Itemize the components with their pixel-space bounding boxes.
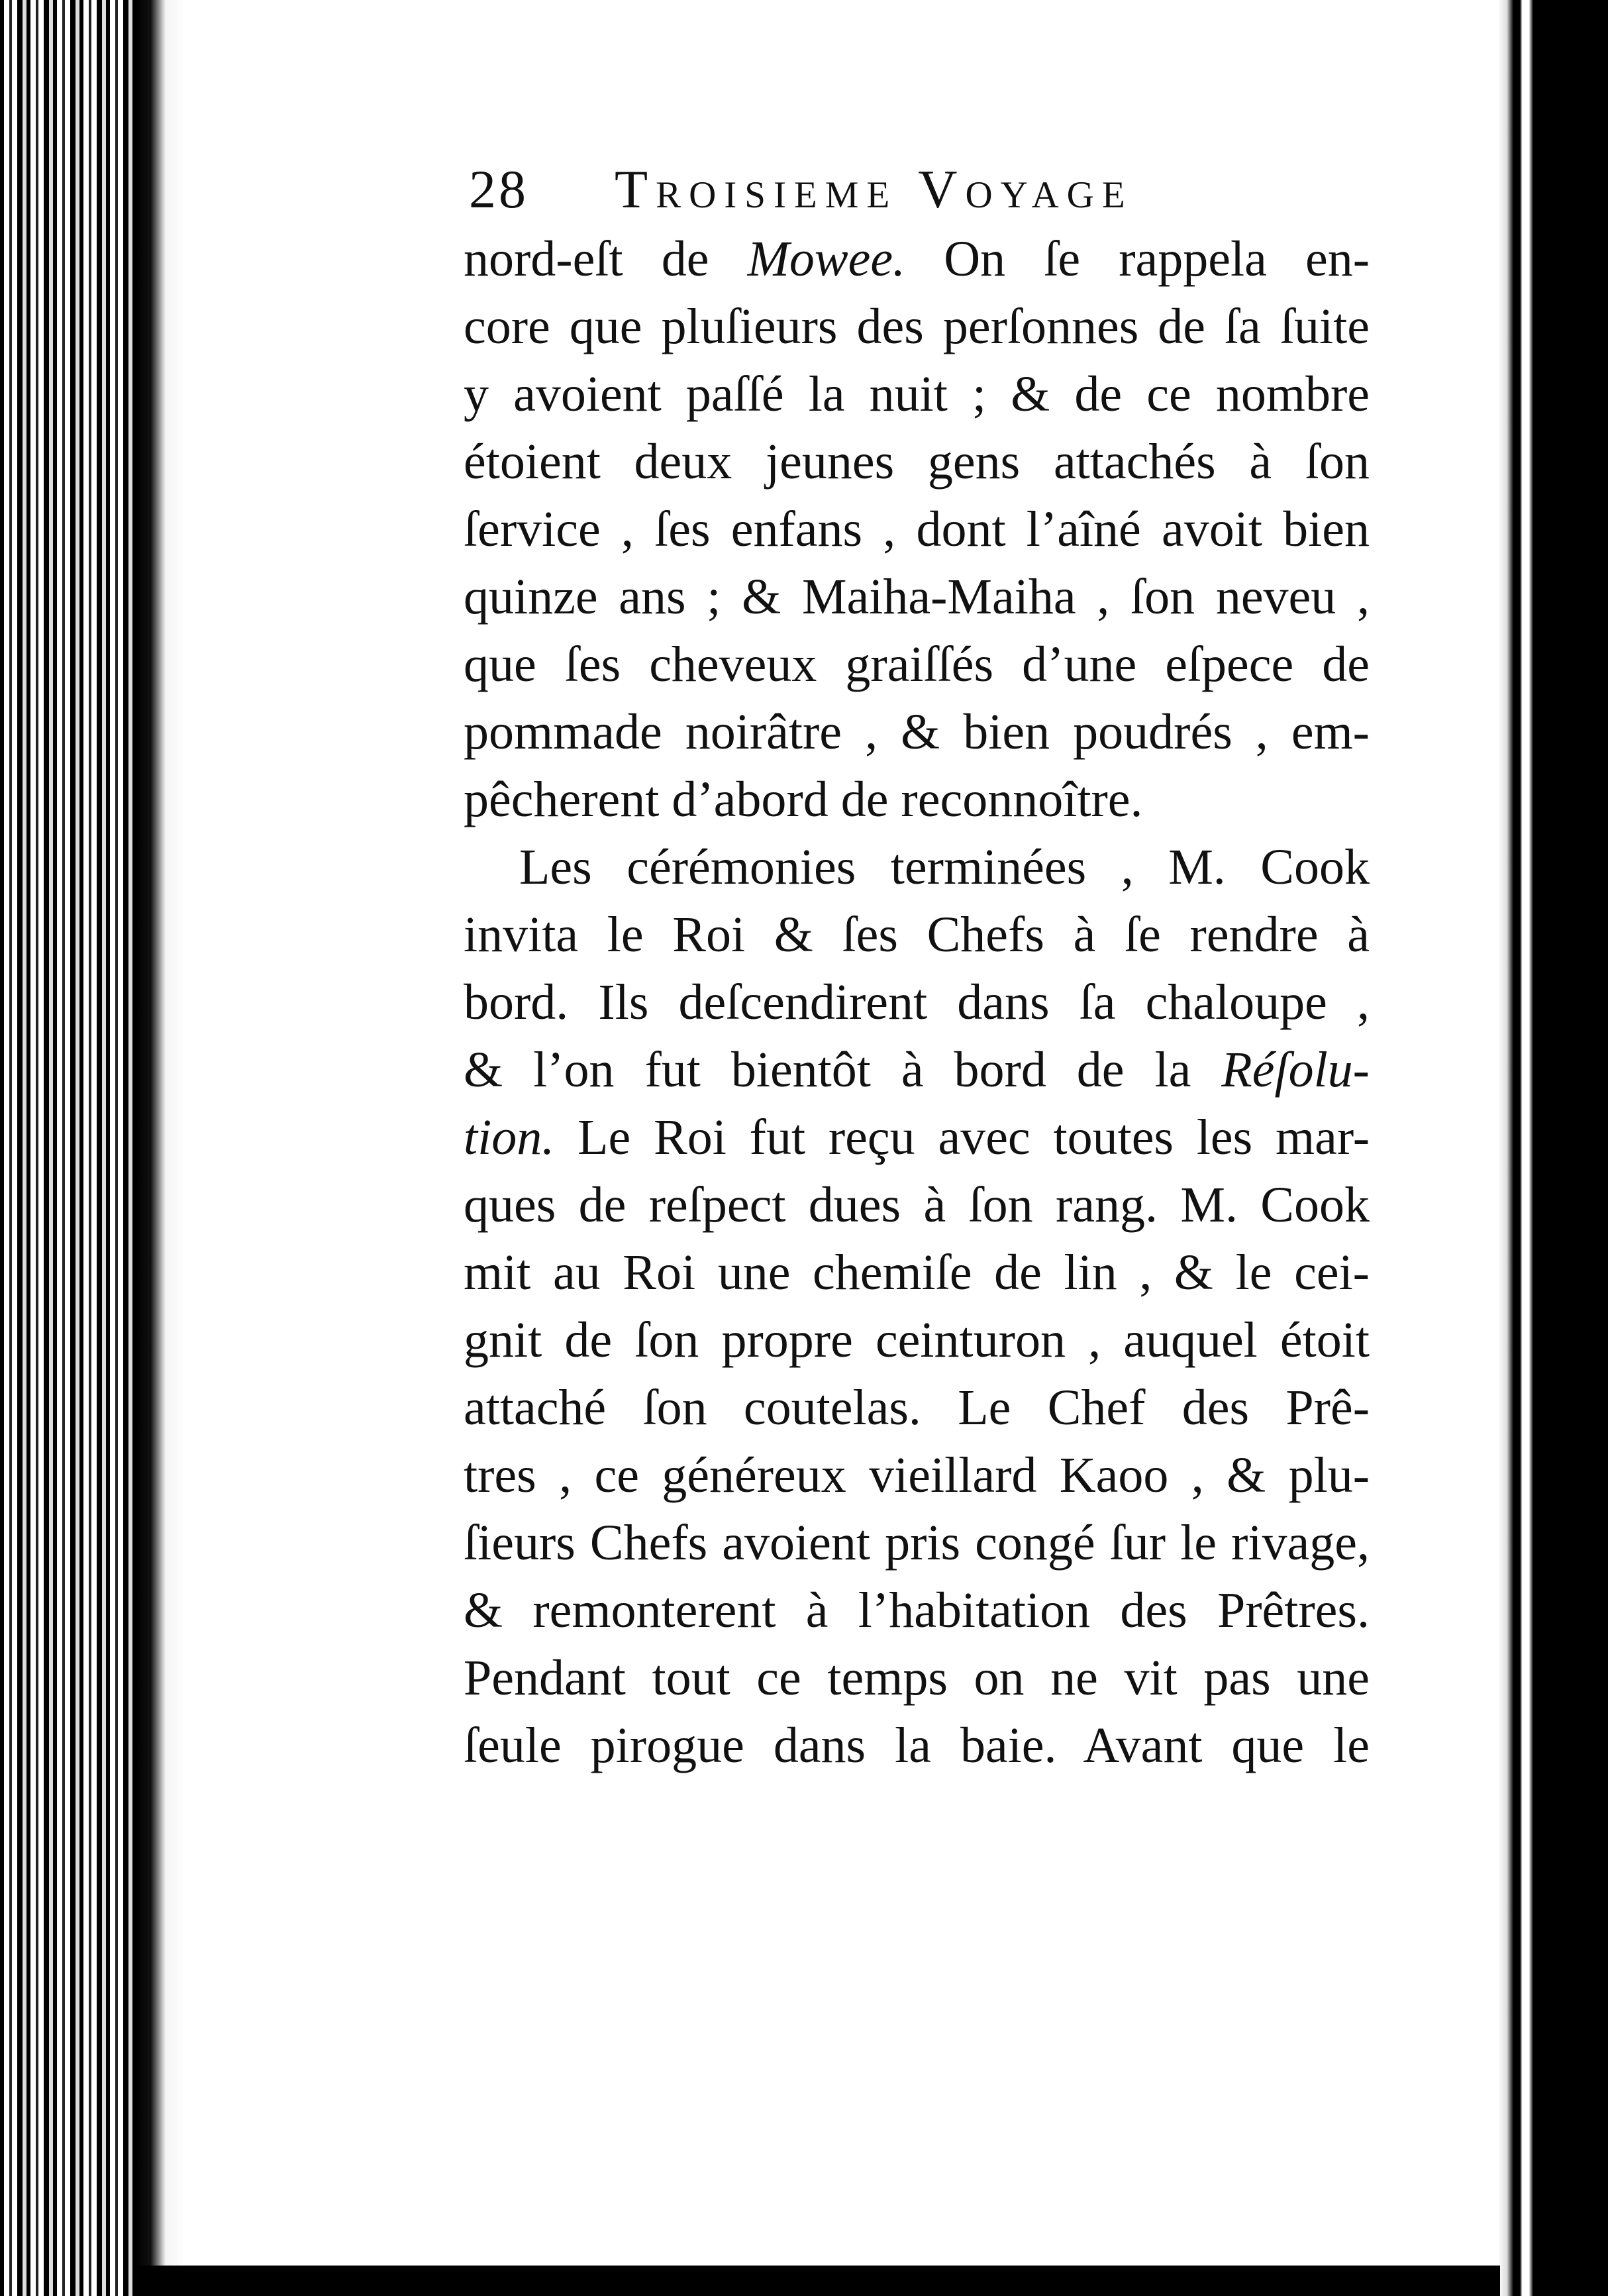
text-segment: bord. Ils deſcendirent dans ſa chaloupe ,	[464, 974, 1370, 1030]
page-number: 28	[469, 159, 528, 219]
text-line	[464, 1306, 1370, 1374]
text-line	[464, 1036, 1370, 1104]
text-segment: quinze ans ; & Maiha-Maiha , ſon neveu ,	[464, 569, 1370, 625]
text-line	[464, 1104, 1370, 1171]
italic-text: Mowee.	[747, 231, 906, 287]
italic-text: tion.	[464, 1110, 555, 1165]
text-segment: ſieurs Chefs avoient pris congé ſur le rivage,	[464, 1515, 1370, 1571]
text-segment: nord-eſt de	[464, 231, 748, 287]
text-segment: Pendant tout ce temps on ne vit pas une	[464, 1650, 1370, 1706]
text-line	[464, 428, 1370, 496]
text-line	[464, 1577, 1370, 1644]
scan-bottom-edge	[136, 2266, 1500, 2296]
text-segment: On ſe rappela en-	[905, 231, 1370, 287]
text-segment: gnit de ſon propre ceinturon , auquel étoit	[464, 1312, 1370, 1368]
text-segment: core que pluſieurs des perſonnes de ſa ſuite	[464, 299, 1370, 354]
page-edge-right	[1498, 0, 1608, 2296]
text-segment: & l’on fut bientôt à bord de la	[464, 1042, 1222, 1098]
text-line	[464, 833, 1370, 901]
text-line	[464, 1239, 1370, 1306]
text-line	[464, 360, 1370, 428]
gutter-shadow	[136, 0, 185, 2296]
text-line	[464, 1441, 1370, 1509]
text-segment: étoient deux jeunes gens attachés à ſon	[464, 434, 1370, 490]
text-segment: & remonterent à l’habitation des Prêtres.	[464, 1583, 1370, 1638]
text-segment: y avoient paſſé la nuit ; & de ce nombre	[464, 366, 1370, 422]
text-segment: attaché ſon coutelas. Le Chef des Prê-	[464, 1380, 1370, 1435]
text-line	[464, 698, 1370, 766]
text-line	[464, 1171, 1370, 1239]
italic-text: Réſolu-	[1221, 1042, 1370, 1098]
text-line	[464, 293, 1370, 360]
text-line	[464, 1712, 1370, 1779]
running-head	[469, 149, 1234, 222]
text-line	[464, 968, 1370, 1036]
text-segment: pommade noirâtre , & bien poudrés , em-	[464, 704, 1370, 760]
running-title: Troisieme Voyage	[615, 159, 1133, 219]
text-segment: tres , ce généreux vieillard Kaoo , & plu-	[464, 1447, 1370, 1503]
text-segment: Les cérémonies terminées , M. Cook	[519, 839, 1370, 895]
text-segment: mit au Roi une chemiſe de lin , & le cei-	[464, 1245, 1370, 1300]
text-segment: Le Roi fut reçu avec toutes les mar-	[554, 1110, 1370, 1165]
text-line	[464, 901, 1370, 968]
text-line	[464, 766, 1370, 833]
text-line	[464, 1509, 1370, 1577]
text-line	[464, 563, 1370, 631]
text-line	[464, 496, 1370, 563]
text-line	[464, 1644, 1370, 1712]
text-segment: invita le Roi & ſes Chefs à ſe rendre à	[464, 907, 1370, 963]
text-segment: ques de reſpect dues à ſon rang. M. Cook	[464, 1177, 1370, 1233]
body-text	[464, 225, 1370, 1779]
text-line	[464, 1374, 1370, 1441]
text-segment: ſervice , ſes enfans , dont l’aîné avoit bien	[464, 501, 1370, 557]
text-line	[464, 631, 1370, 698]
text-segment: que ſes cheveux graiſſés d’une eſpece de	[464, 637, 1370, 692]
text-segment: pêcherent d’abord de reconnoître.	[464, 772, 1143, 827]
text-segment: ſeule pirogue dans la baie. Avant que le	[464, 1718, 1370, 1773]
text-line	[464, 225, 1370, 293]
